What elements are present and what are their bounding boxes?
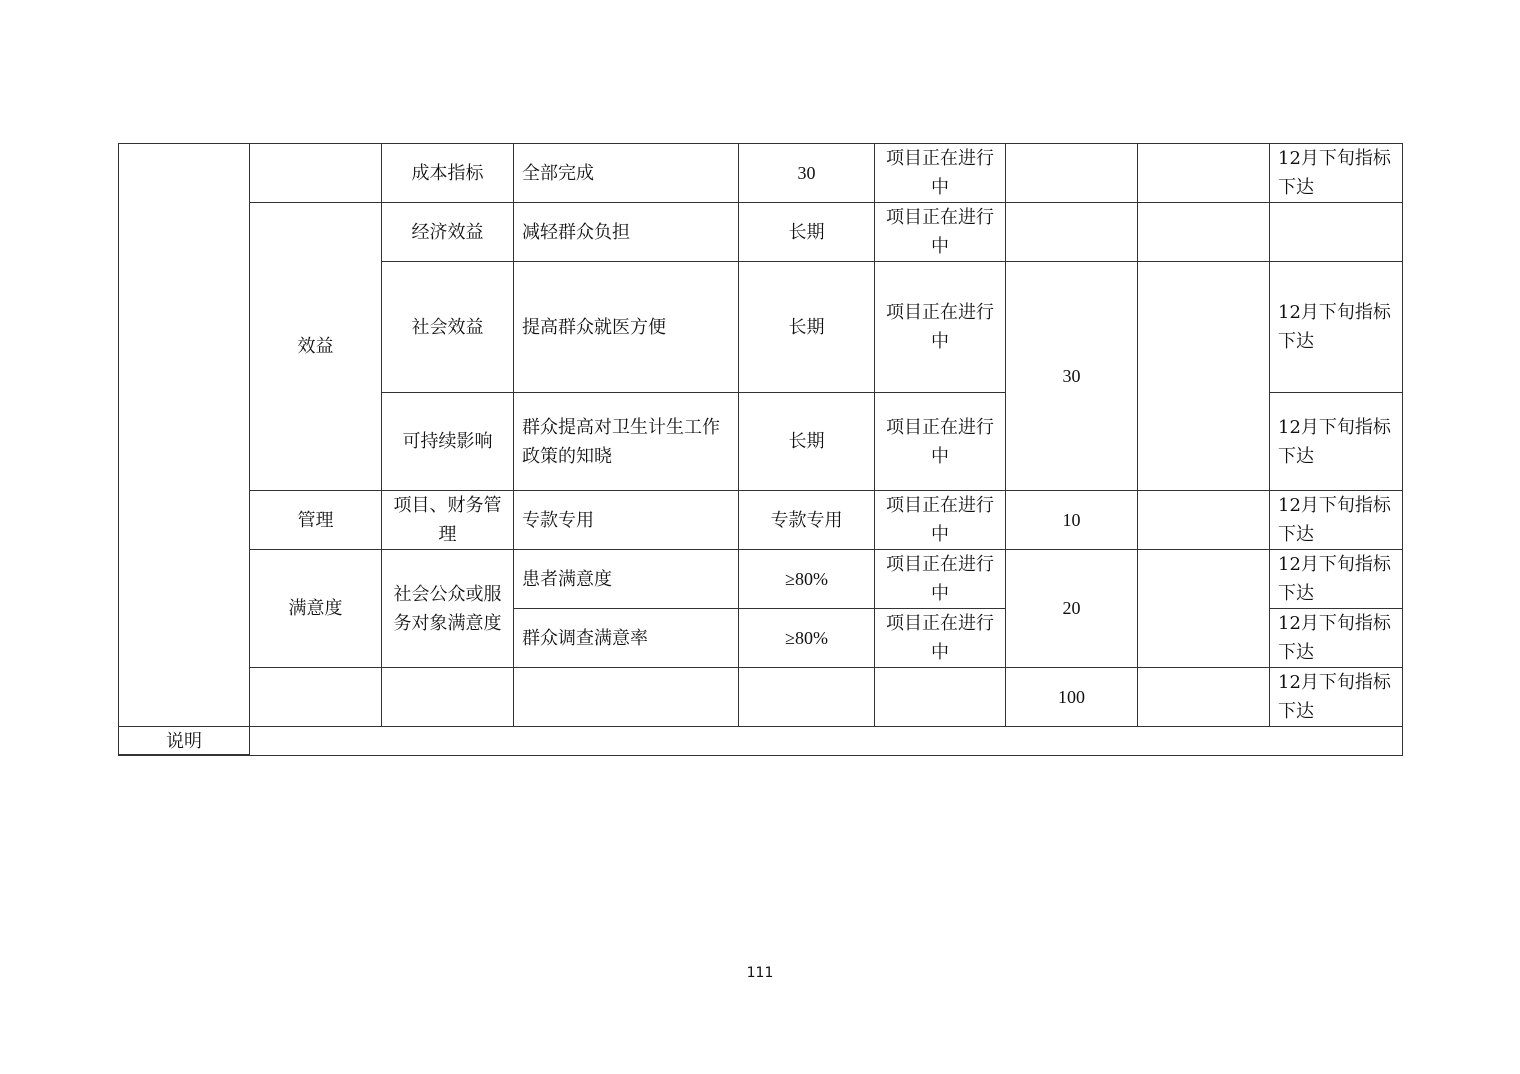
target-cell: 30 bbox=[739, 144, 875, 203]
status-cell: 项目正在进行中 bbox=[875, 393, 1006, 491]
content-cell: 患者满意度 bbox=[514, 550, 739, 609]
empty-cell bbox=[1138, 203, 1270, 262]
status-cell: 项目正在进行中 bbox=[875, 144, 1006, 203]
status-cell: 项目正在进行中 bbox=[875, 550, 1006, 609]
empty-cell bbox=[514, 668, 739, 727]
empty-cell bbox=[1006, 203, 1138, 262]
status-cell: 项目正在进行中 bbox=[875, 491, 1006, 550]
score-cell: 30 bbox=[1006, 262, 1138, 491]
content-cell: 群众提高对卫生计生工作政策的知晓 bbox=[514, 393, 739, 491]
note-cell: 12月下旬指标下达 bbox=[1270, 262, 1403, 393]
content-cell: 全部完成 bbox=[514, 144, 739, 203]
status-cell: 项目正在进行中 bbox=[875, 203, 1006, 262]
target-cell: 长期 bbox=[739, 203, 875, 262]
empty-cell bbox=[1138, 491, 1270, 550]
category-cell: 满意度 bbox=[250, 550, 382, 668]
performance-table bbox=[118, 143, 1403, 756]
remarks-content-cell bbox=[250, 727, 1403, 756]
status-cell: 项目正在进行中 bbox=[875, 609, 1006, 668]
empty-cell bbox=[119, 144, 250, 756]
indicator-cell: 经济效益 bbox=[382, 203, 514, 262]
content-cell: 提高群众就医方便 bbox=[514, 262, 739, 393]
indicator-cell: 成本指标 bbox=[382, 144, 514, 203]
table-row bbox=[119, 550, 1403, 609]
note-cell: 12月下旬指标下达 bbox=[1270, 609, 1403, 668]
note-cell: 12月下旬指标下达 bbox=[1270, 550, 1403, 609]
note-cell: 12月下旬指标下达 bbox=[1270, 491, 1403, 550]
total-score-cell: 100 bbox=[1006, 668, 1138, 727]
score-cell: 10 bbox=[1006, 491, 1138, 550]
score-cell: 20 bbox=[1006, 550, 1138, 668]
empty-cell bbox=[739, 668, 875, 727]
content-cell: 减轻群众负担 bbox=[514, 203, 739, 262]
note-cell: 12月下旬指标下达 bbox=[1270, 144, 1403, 203]
empty-cell bbox=[1138, 262, 1270, 491]
empty-cell bbox=[1138, 668, 1270, 727]
note-cell: 12月下旬指标下达 bbox=[1270, 668, 1403, 727]
indicator-cell: 社会效益 bbox=[382, 262, 514, 393]
empty-cell bbox=[250, 668, 382, 727]
table-row bbox=[119, 203, 1403, 262]
target-cell: ≥80% bbox=[739, 550, 875, 609]
target-cell: 长期 bbox=[739, 393, 875, 491]
indicator-cell: 可持续影响 bbox=[382, 393, 514, 491]
empty-cell bbox=[382, 668, 514, 727]
indicator-cell: 社会公众或服务对象满意度 bbox=[382, 550, 514, 668]
note-cell: 12月下旬指标下达 bbox=[1270, 393, 1403, 491]
empty-cell bbox=[1138, 144, 1270, 203]
table-row bbox=[119, 491, 1403, 550]
category-cell: 管理 bbox=[250, 491, 382, 550]
table-row bbox=[119, 668, 1403, 727]
content-cell: 群众调查满意率 bbox=[514, 609, 739, 668]
indicator-cell: 项目、财务管理 bbox=[382, 491, 514, 550]
content-cell: 专款专用 bbox=[514, 491, 739, 550]
status-cell: 项目正在进行中 bbox=[875, 262, 1006, 393]
target-cell: ≥80% bbox=[739, 609, 875, 668]
table-row bbox=[119, 144, 1403, 203]
page-number: 111 bbox=[746, 965, 774, 981]
table-row bbox=[119, 727, 1403, 756]
empty-cell bbox=[1006, 144, 1138, 203]
target-cell: 长期 bbox=[739, 262, 875, 393]
empty-cell bbox=[875, 668, 1006, 727]
remarks-label: 说明 bbox=[118, 726, 250, 755]
empty-cell bbox=[1138, 550, 1270, 668]
empty-cell bbox=[250, 144, 382, 203]
empty-cell bbox=[1270, 203, 1403, 262]
category-cell: 效益 bbox=[250, 203, 382, 491]
target-cell: 专款专用 bbox=[739, 491, 875, 550]
